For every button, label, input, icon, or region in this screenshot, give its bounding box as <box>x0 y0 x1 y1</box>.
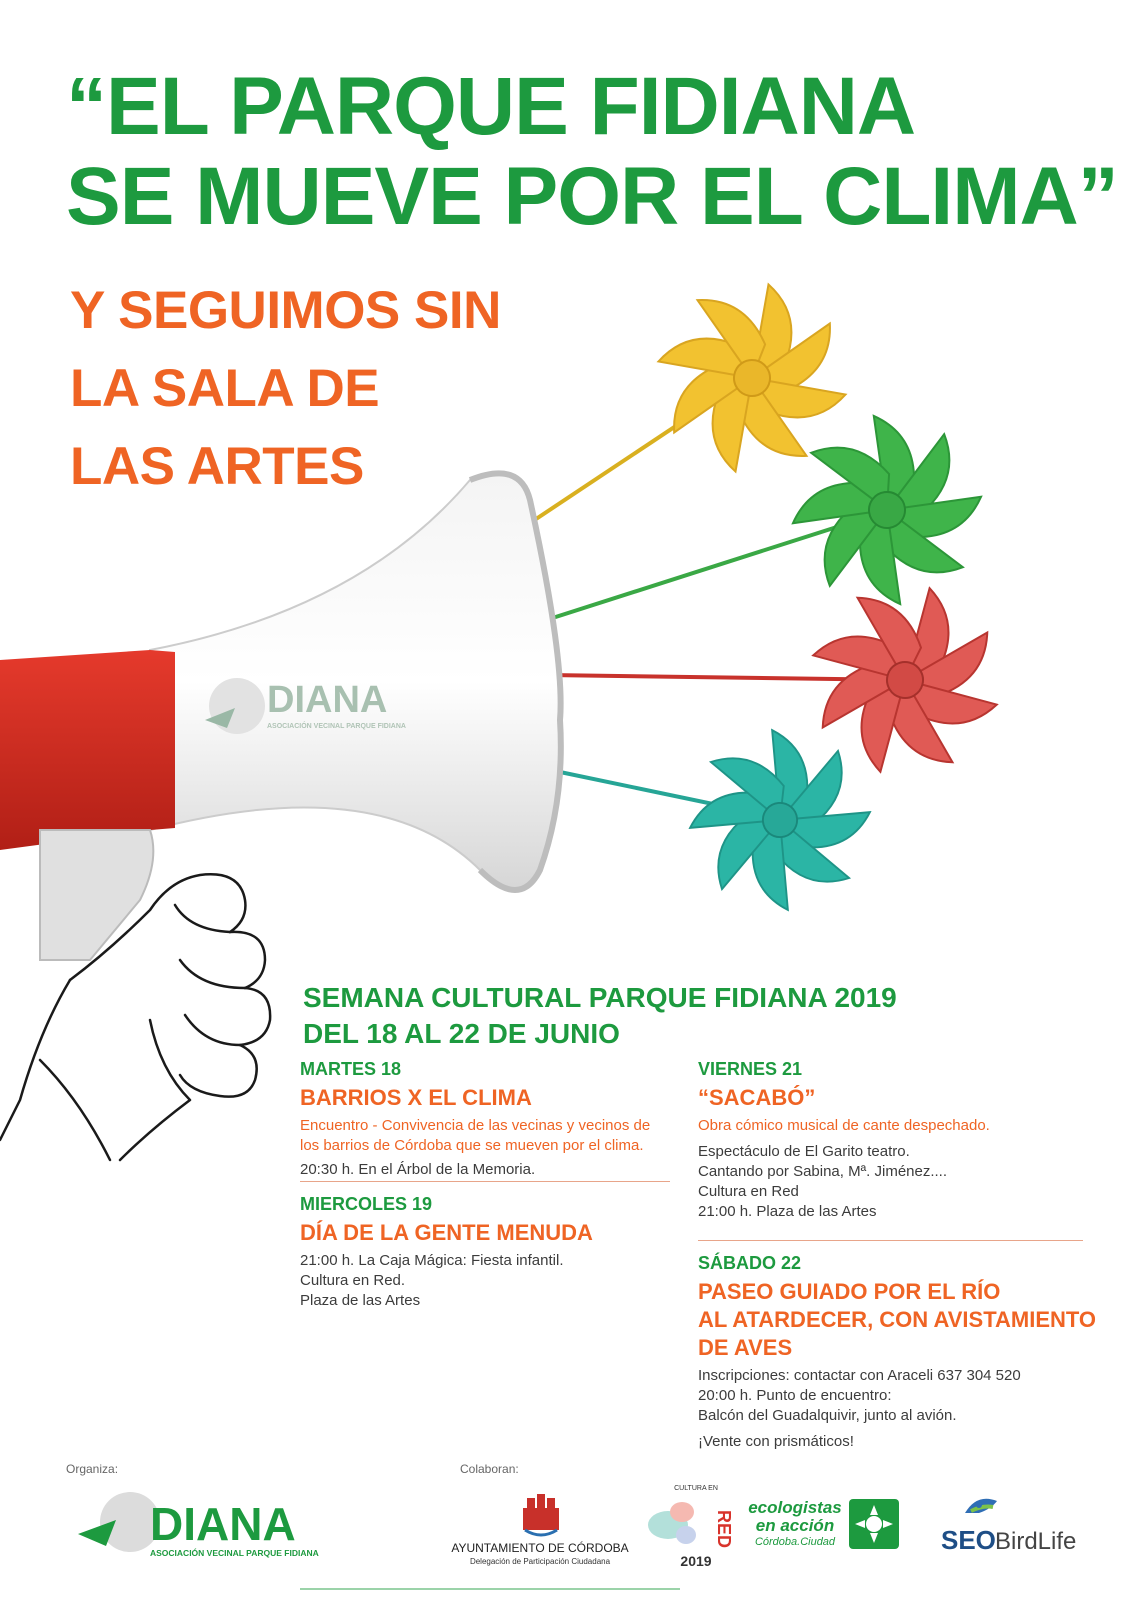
event-info-1: 20:30 h. En el Árbol de la Memoria. <box>300 1161 536 1178</box>
event-day: MARTES 18 <box>300 1059 402 1079</box>
event-desc-1: Obra cómico musical de cante despechado. <box>698 1117 990 1134</box>
svg-text:DIANA: DIANA <box>267 679 388 721</box>
subtitle-line-1: Y SEGUIMOS SIN <box>70 281 501 340</box>
event-heading-line-1: SEMANA CULTURAL PARQUE FIDIANA 2019 <box>303 982 897 1013</box>
svg-text:2019: 2019 <box>680 1553 712 1569</box>
event-info-2: 20:00 h. Punto de encuentro: <box>698 1387 892 1404</box>
svg-text:en acción: en acción <box>755 1516 835 1535</box>
green-pinwheel <box>780 403 995 618</box>
event-heading <box>303 980 897 1052</box>
subtitle-line-2: LA SALA DE <box>70 359 380 418</box>
event-info-1: Inscripciones: contactar con Araceli 637 304 520 <box>698 1367 1021 1384</box>
svg-text:Delegación de Participación Ci: Delegación de Participación Ciudadana <box>469 1557 611 1566</box>
event-wednesday <box>300 1193 670 1311</box>
svg-text:AYUNTAMIENTO DE CÓRDOBA: AYUNTAMIENTO DE CÓRDOBA <box>451 1541 629 1555</box>
title-line-1: “EL PARQUE FIDIANA <box>66 61 916 152</box>
event-heading-line-2: DEL 18 AL 22 DE JUNIO <box>303 1018 620 1049</box>
event-info-3: Plaza de las Artes <box>300 1292 421 1309</box>
event-desc-1: Encuentro - Convivencia de las vecinas y vecinos de <box>300 1117 651 1134</box>
event-info-3: Balcón del Guadalquivir, junto al avión. <box>698 1407 957 1424</box>
fist-line-drawing <box>0 860 300 1160</box>
event-info-4: ¡Vente con prismáticos! <box>698 1433 854 1450</box>
event-title-1: PASEO GUIADO POR EL RÍO <box>698 1279 1001 1304</box>
diana-logo <box>70 1490 330 1570</box>
event-desc-2: los barrios de Córdoba que se mueven por el clima. <box>300 1137 644 1154</box>
ecologistas-logo <box>745 1495 905 1565</box>
divider <box>698 1240 1083 1241</box>
svg-text:SEO: SEO <box>941 1525 996 1555</box>
event-title-2: AL ATARDECER, CON AVISTAMIENTO <box>698 1307 1097 1332</box>
event-tuesday <box>300 1058 670 1180</box>
teal-pinwheel <box>682 722 878 918</box>
event-title-3: DE AVES <box>698 1335 793 1360</box>
svg-text:ASOCIACIÓN VECINAL PARQUE FIDI: ASOCIACIÓN VECINAL PARQUE FIDIANA <box>267 723 406 730</box>
event-title: DÍA DE LA GENTE MENUDA <box>300 1220 593 1245</box>
svg-text:BirdLife: BirdLife <box>995 1528 1077 1555</box>
event-friday <box>698 1058 1098 1222</box>
event-day: VIERNES 21 <box>698 1059 803 1079</box>
subtitle-line-3: LAS ARTES <box>70 437 364 496</box>
event-title: “SACABÓ” <box>698 1085 816 1110</box>
svg-text:CULTURA EN: CULTURA EN <box>674 1485 718 1492</box>
event-info-1: Espectáculo de El Garito teatro. <box>698 1143 910 1160</box>
svg-text:DIANA: DIANA <box>150 1498 296 1550</box>
event-saturday <box>698 1252 1118 1452</box>
svg-text:RED: RED <box>714 1510 734 1549</box>
svg-text:ASOCIACIÓN VECINAL PARQUE FIDI: ASOCIACIÓN VECINAL PARQUE FIDIANA <box>150 1548 319 1558</box>
event-info-3: Cultura en Red <box>698 1183 799 1200</box>
megaphone-diana-logo <box>205 678 406 734</box>
title-line-2: SE MUEVE POR EL CLIMA” <box>66 151 1118 242</box>
event-info-2: Cantando por Sabina, Mª. Jiménez.... <box>698 1163 948 1180</box>
svg-text:Córdoba.Ciudad: Córdoba.Ciudad <box>754 1536 836 1548</box>
coat-of-arms-icon <box>523 1494 559 1535</box>
bottom-line <box>300 1588 680 1590</box>
divider <box>300 1181 670 1182</box>
seo-birdlife-logo <box>935 1485 1077 1565</box>
colaboran-label: Colaboran: <box>460 1462 519 1476</box>
event-day: MIERCOLES 19 <box>300 1194 433 1214</box>
ayuntamiento-logo <box>451 1490 629 1570</box>
event-info-4: 21:00 h. Plaza de las Artes <box>698 1203 877 1220</box>
bird-icon <box>965 1499 997 1513</box>
event-info-1: 21:00 h. La Caja Mágica: Fiesta infantil. <box>300 1252 564 1269</box>
event-title: BARRIOS X EL CLIMA <box>300 1085 532 1110</box>
event-info-2: Cultura en Red. <box>300 1272 406 1289</box>
organiza-label: Organiza: <box>66 1462 119 1476</box>
svg-text:ecologistas: ecologistas <box>748 1498 842 1517</box>
cultura-en-red-logo <box>638 1480 738 1575</box>
event-day: SÁBADO 22 <box>698 1253 802 1273</box>
